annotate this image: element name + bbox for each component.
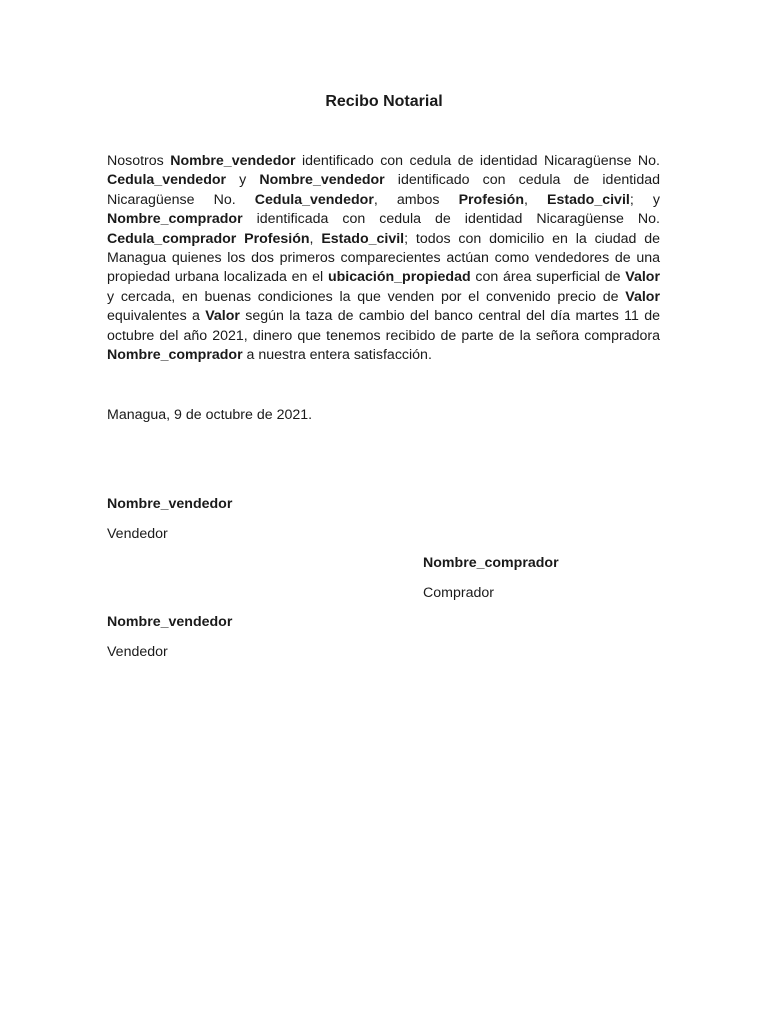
placeholder-field: Nombre_comprador — [107, 347, 243, 364]
body-text-run: ; y — [629, 191, 660, 208]
document-body-paragraph — [107, 152, 660, 365]
placeholder-field: Valor — [625, 288, 660, 305]
signature-name-buyer: Nombre_comprador — [423, 555, 559, 571]
signature-name-seller-2: Nombre_vendedor — [107, 614, 233, 630]
placeholder-field: Estado_civil — [321, 230, 405, 247]
signature-role-seller-2: Vendedor — [107, 644, 168, 660]
placeholder-field: Profesión — [458, 191, 524, 208]
document-title: Recibo Notarial — [325, 93, 443, 110]
body-text-run: , — [524, 191, 548, 208]
body-text-run: y — [226, 172, 260, 189]
signature-role-buyer: Comprador — [423, 585, 494, 601]
placeholder-field: Cedula_vendedor — [107, 172, 227, 189]
body-text-run: , — [309, 230, 322, 247]
body-text-run: a nuestra entera satisfacción. — [242, 347, 432, 364]
place-date-line: Managua, 9 de octubre de 2021. — [107, 407, 313, 423]
body-text-run: con área superficial de — [470, 269, 626, 286]
placeholder-field: Valor — [205, 308, 240, 325]
placeholder-field: Estado_civil — [547, 191, 630, 208]
body-text-run: identificado con cedula de identidad Nicaragüense No. — [107, 172, 660, 208]
placeholder-field: Valor — [625, 269, 660, 286]
placeholder-field: Cedula_comprador Profesión — [107, 230, 310, 247]
placeholder-field: Nombre_vendedor — [170, 153, 296, 169]
body-text-run: , ambos — [373, 191, 459, 208]
placeholder-field: Nombre_vendedor — [259, 172, 385, 189]
placeholder-field: Cedula_vendedor — [254, 191, 374, 208]
body-text-run: según la taza de cambio del banco central del día martes 11 de octubre del año 2021, dinero que tenemos recibido de parte de la señora compradora — [107, 308, 660, 344]
body-text-run: y cercada, en buenas condiciones la que venden por el convenido precio de — [107, 288, 626, 305]
body-text-run: identificado con cedula de identidad Nicaragüense No. — [295, 153, 660, 169]
placeholder-field: Nombre_comprador — [107, 211, 243, 228]
body-text-run: identificada con cedula de identidad Nicaragüense No. — [242, 211, 660, 228]
body-text-run: equivalentes a — [107, 308, 206, 325]
body-text-run: Nosotros — [107, 153, 171, 169]
signature-role-seller-1: Vendedor — [107, 526, 168, 542]
body-text-run: ; todos con domicilio en la ciudad de Managua quienes los dos primeros comparecientes actúan como vendedores de una propiedad urbana localizada en el — [107, 230, 660, 286]
signature-name-seller-1: Nombre_vendedor — [107, 496, 233, 512]
placeholder-field: ubicación_propiedad — [327, 269, 471, 286]
